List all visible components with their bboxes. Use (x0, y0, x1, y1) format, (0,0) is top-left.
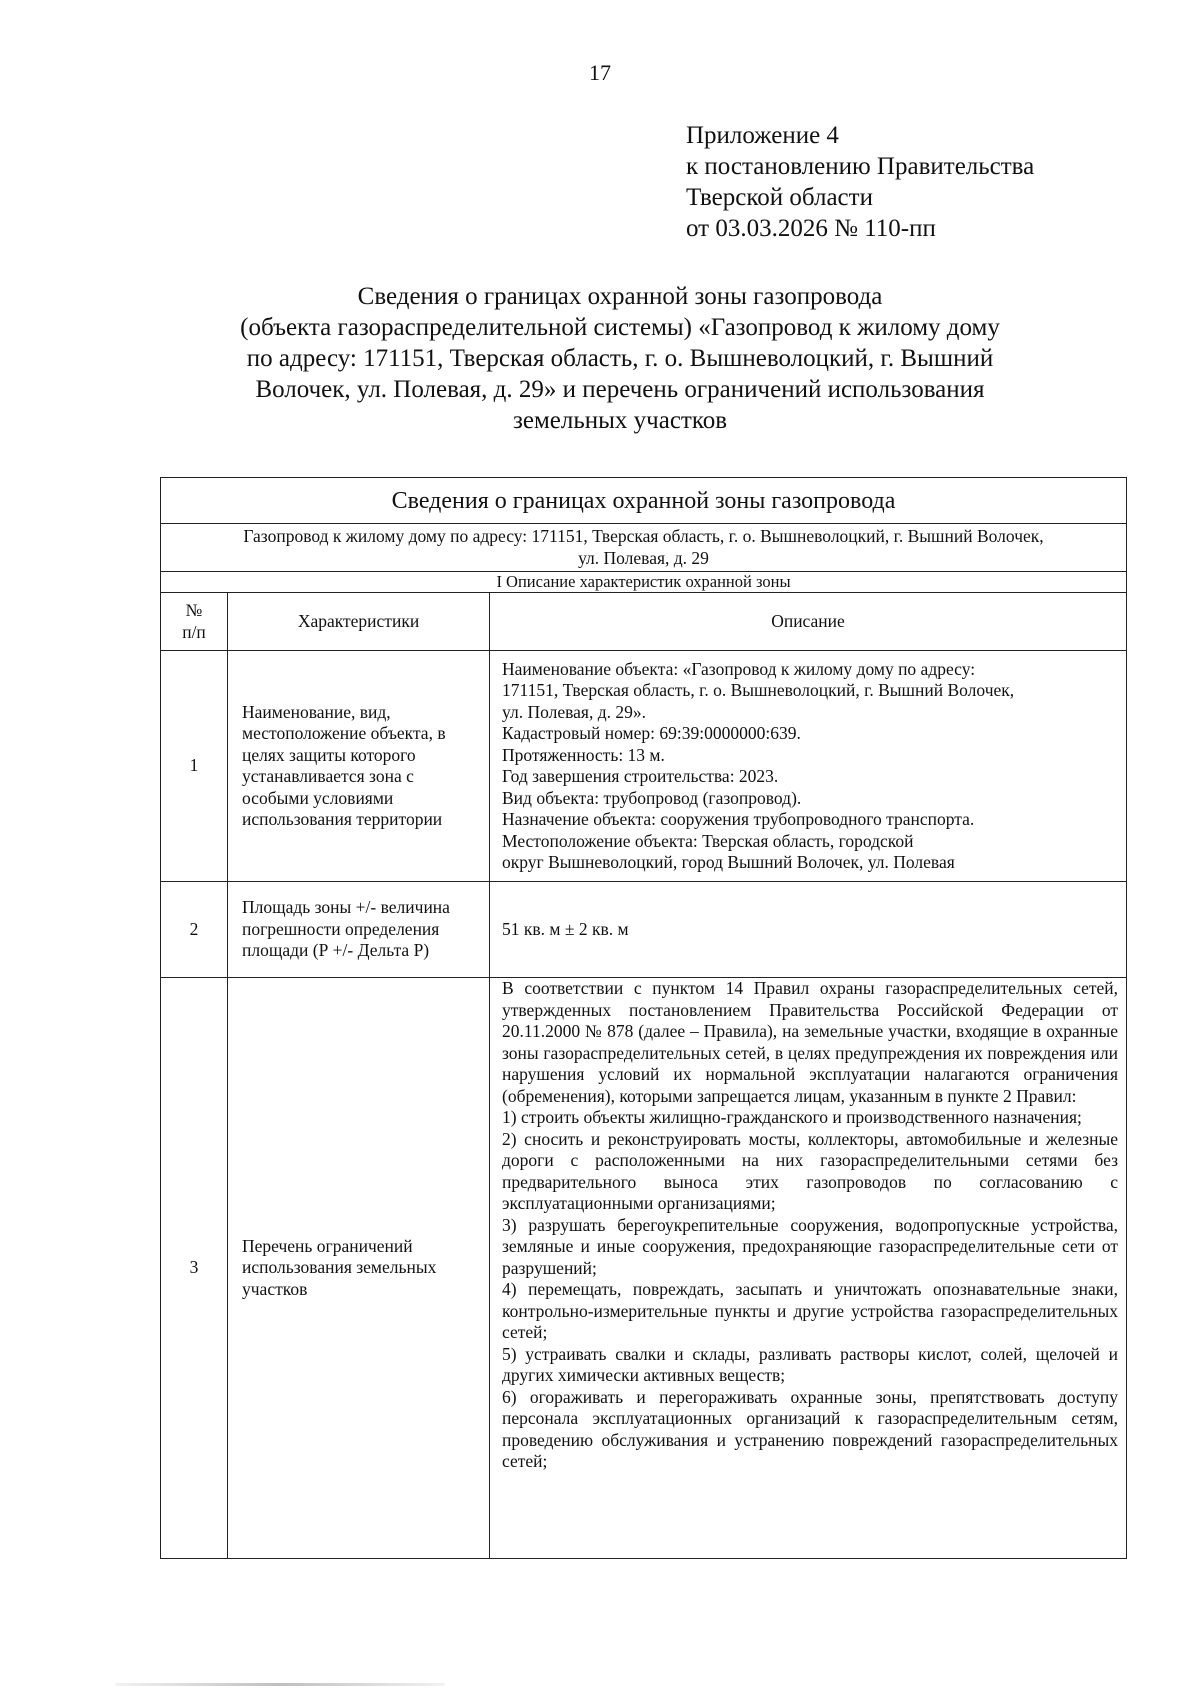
row-description (490, 651, 1127, 882)
object-address-line: ул. Полевая, д. 29 (578, 547, 709, 568)
description-line: Назначение объекта: сооружения трубопроводного транспорта. (502, 809, 975, 829)
page-number: 17 (589, 60, 611, 85)
description-line: 171151, Тверская область, г. о. Вышневолоцкий, г. Вышний Волочек, (502, 680, 1015, 700)
appendix-line: к постановлению Правительства (686, 153, 1035, 180)
row-characteristic: Наименование, вид, местоположение объекта, в целях защиты которого устанавливается зона с особыми условиями использования территории (228, 651, 490, 882)
row-number: 3 (161, 978, 228, 1559)
row-description (490, 978, 1127, 1559)
description-line: округ Вышневолоцкий, город Вышний Волочек, ул. Полевая (502, 852, 955, 872)
object-address-line: Газопровод к жилому дому по адресу: 171151, Тверская область, г. о. Вышневолоцкий, г. Вышний Волочек, (243, 526, 1044, 546)
table-row (161, 882, 1127, 978)
description-line: Вид объекта: трубопровод (газопровод). (502, 787, 802, 808)
description-line: Наименование объекта: «Газопровод к жилому дому по адресу: (502, 658, 976, 679)
description-line: Протяженность: 13 м. (502, 744, 665, 765)
column-header-number-line: п/п (182, 621, 206, 642)
description-paragraph: 6) огораживать и перегораживать охранные зоны, препятствовать доступу персонала эксплуатационных организаций к газораспределительным сетям, проведению обслуживания и устранению повреждений газораспределительных сетей; (502, 1386, 1119, 1471)
part-title: I Описание характеристик охранной зоны (161, 572, 1127, 593)
table-row (161, 978, 1127, 1559)
table-heading: Сведения о границах охранной зоны газопровода (161, 478, 1127, 524)
appendix-line: Приложение 4 (686, 122, 839, 149)
document-title (160, 281, 1080, 436)
description-paragraph: 5) устраивать свалки и склады, разливать растворы кислот, солей, щелочей и других химически активных веществ; (502, 1343, 1119, 1385)
column-header-number (161, 593, 228, 651)
description-paragraph: 3) разрушать берегоукрепительные сооружения, водопропускные устройства, земляные и иные сооружения, предохраняющие газораспределительные сети от разрушений; (502, 1214, 1119, 1278)
row-description: 51 кв. м ± 2 кв. м (490, 882, 1127, 978)
scan-artifact (115, 1683, 445, 1686)
object-address (161, 524, 1127, 572)
appendix-line: от 03.03.2026 № 110-пп (686, 215, 936, 242)
description-line: Кадастровый номер: 69:39:0000000:639. (502, 723, 801, 743)
title-line: (объекта газораспределительной системы) «Газопровод к жилому дому (240, 314, 1000, 341)
description-paragraph: В соответствии с пунктом 14 Правил охраны газораспределительных сетей, утвержденных постановлением Правительства Российской Федерации от 20.11.2000 № 878 (далее – Правила), на земельные участки, входящие в охранные зоны газораспределительных сетей, в целях предупреждения их повреждения или нарушения условий их нормальной эксплуатации налагаются ограничения (обременения), которыми запрещается лицам, указанным в пункте 2 Правил: (502, 978, 1119, 1106)
title-line: Сведения о границах охранной зоны газопровода (357, 283, 883, 310)
description-paragraph: 1) строить объекты жилищно-гражданского и производственного назначения; (502, 1107, 1082, 1127)
description-line: ул. Полевая, д. 29». (502, 701, 646, 722)
appendix-block (686, 120, 1034, 244)
title-line: по адресу: 171151, Тверская область, г. о. Вышневолоцкий, г. Вышний (246, 345, 994, 372)
description-paragraph: 4) перемещать, повреждать, засыпать и уничтожать опознавательные знаки, контрольно-измерительные пункты и другие устройства газораспределительных сетей; (502, 1279, 1119, 1342)
title-line: Волочек, ул. Полевая, д. 29» и перечень ограничений использования (255, 376, 985, 403)
row-number: 1 (161, 651, 228, 882)
description-paragraph: 2) сносить и реконструировать мосты, коллекторы, автомобильные и железные дороги с расположенными на них газораспределительными сетями без предварительного выноса этих газопроводов по согласованию с эксплуатационными организациями; (502, 1128, 1119, 1213)
description-line: Год завершения строительства: 2023. (502, 766, 779, 786)
column-header-number-line: № (185, 600, 203, 620)
title-line: земельных участков (512, 407, 728, 434)
row-number: 2 (161, 882, 228, 978)
row-characteristic: Площадь зоны +/- величина погрешности определения площади (Р +/- Дельта Р) (228, 882, 490, 978)
description-line: Местоположение объекта: Тверская область, городской (502, 830, 914, 851)
appendix-line: Тверской области (686, 184, 873, 211)
column-header-description: Описание (490, 593, 1127, 651)
column-header-characteristics: Характеристики (228, 593, 490, 651)
table-row (161, 651, 1127, 882)
table-header-row (161, 593, 1127, 651)
row-characteristic: Перечень ограничений использования земельных участков (228, 978, 490, 1559)
protection-zone-table (160, 477, 1127, 1559)
